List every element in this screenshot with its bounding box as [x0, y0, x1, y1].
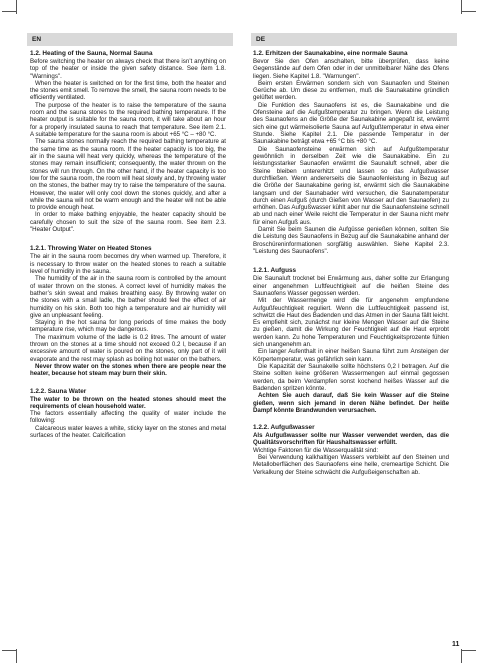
requirement-paragraph: Als Aufgußwasser sollte nur Wasser verwendet werden, das die Qualitätsvorschriften für Haushaltswasser erfüllt.: [253, 432, 449, 447]
paragraph: Mit der Wassermenge wird die für angenehm empfundene Aufgußfeuchtigkeit reguliert. Wenn die Luftfeuchtigkeit passend ist, schwitzt die Haut des Badenden und das Atmen in der Sauna fällt leicht. Es empfiehlt sich, zunächst nur kleine Mengen Wasser auf die Steine zu gießen, damit die Wirkung der Feuchtigkeit auf die Haut erprobt werden kann. Zu hohe Temperaturen und Feuchtigkeitsprozente fühlen sich unangenehm an.: [253, 297, 449, 349]
crop-mark: [462, 11, 476, 12]
paragraph: Die Saunaluft trocknet bei Erwärmung aus, daher sollte zur Erlangung einer angenehmen Luftfeuchtigkeit auf die heißen Steine des Saunaofens Wasser gegossen werden.: [253, 275, 449, 297]
language-header-en: [27, 33, 233, 46]
section-spacer: [30, 233, 226, 245]
paragraph: Beim ersten Erwärmen sondern sich von Saunaofen und Steinen Gerüche ab. Um diese zu entfernen, muß die Saunakabine gründlich gelüftet werden.: [253, 79, 449, 102]
section-spacer: [253, 255, 449, 267]
paragraph: Before switching the heater on always check that there isn’t anything on top of the heater or inside the given safety distance. See item 1.8. "Warnings".: [30, 57, 226, 80]
section-heading: 1.2.2. Aufgußwasser: [253, 424, 315, 432]
crop-mark: [2, 11, 16, 12]
paragraph: Calcareous water leaves a white, sticky layer on the stones and metal surfaces of the heater. Calcification: [30, 424, 226, 440]
paragraph: The humidity of the air in the sauna room is controlled by the amount of water thrown on the stones. A correct level of humidity makes the bather’s skin sweat and makes breathing easy. By throwing water on the stones with a small ladle, the bather should feel the effect of air humidity on his skin. Both too high a temperature and air humidity will give an unpleasant feeling.: [30, 275, 226, 319]
paragraph: Die Funktion des Saunaofens ist es, die Saunakabine und die Ofensteine auf die Aufgußtemperatur zu bringen. Wenn die Leistung des Saunaofens an die Größe der Saunakabine angepaßt ist, erwärmt sich eine gut wärmeisolierte Sauna auf Aufgußtemperatur in etwa einer Stunde. Siehe Kapitel 2.1. Die passende Temperatur in der Saunakabine beträgt etwa +65 °C bis +80 °C.: [253, 101, 449, 146]
paragraph: The sauna stones normally reach the required bathing temperature at the same time as the sauna room. If the heater capacity is too big, the air in the sauna will heat very quickly, whereas the temperature of the stones may remain insufficient; consequently, the water thrown on the stones will run through. On the other hand, if the heater capacity is too low for the sauna room, the room will heat slowly and, by throwing water on the stones, the bather may try to raise the temperature of the sauna. However, the water will only cool down the stones quickly, and after a while the sauna will not be warm enough and the heater will not be able to provide enough heat.: [30, 138, 226, 212]
crop-mark: [16, 649, 17, 663]
section-heading: 1.2.2. Sauna Water: [30, 387, 87, 395]
paragraph: Bei Verwendung kalkhaltigen Wassers verbleibt auf den Steinen und Metalloberflächen des Saunaofens eine helle, cremeartige Schicht. Die Verkalkung der Steine schwächt die Aufgußeigenschaften ab.: [253, 454, 449, 476]
paragraph: Die Saunaofensteine erwärmen sich auf Aufgußtemperatur gewöhnlich in derselben Zeit wie die Saunakabine. Ein zu leistungsstarker Saunaofen erwärmt die Saunaluft schnell, aber die Steine bleiben untererhitzt und lassen so das Aufgußwasser durchfließen. Wenn andererseits die Saunaofenleistung in Bezug auf die Größe der Saunakabine gering ist, erwärmt sich die Saunakabine langsam und der Saunabader wird versuchen, die Saunatemperatur durch einen Aufguß (durch Gießen von Wasser auf den Saunaofen) zu erhöhen. Das Aufgußwasser kühlt aber nur die Saunaofensteine schnell ab und nach einer Weile reicht die Temperatur in der Sauna nicht mehr für einen Aufguß aus.: [253, 145, 449, 226]
language-header-de: [251, 33, 457, 46]
warning-paragraph: Achten Sie auch darauf, daß Sie kein Wasser auf die Steine gießen, wenn sich jemand in deren Nähe befindet. Der heiße Dampf könnte Brandwunden verursachen.: [253, 392, 449, 414]
crop-mark: [462, 650, 476, 651]
german-column: [253, 50, 449, 638]
paragraph: Wichtige Faktoren für die Wasserqualität sind:: [253, 446, 379, 454]
paragraph: In order to make bathing enjoyable, the heater capacity should be carefully chosen to suit the size of the sauna room. See item 2.3. "Heater Output".: [30, 211, 226, 234]
paragraph: The air in the sauna room becomes dry when warmed up. Therefore, it is necessary to throw water on the heated stones to reach a suitable level of humidity in the sauna.: [30, 253, 226, 275]
language-label: EN: [32, 36, 42, 43]
section-heading: 1.2. Heating of the Sauna, Normal Sauna: [30, 50, 153, 57]
page-number: 11: [452, 641, 460, 648]
paragraph: Damit Sie beim Saunen die Aufgüsse genießen können, sollten Sie die Leistung des Saunaofens in Bezug auf die Saunakabine anhand der Broschüreninformationen sorgfältig auswählen. Siehe Kapitel 2.3. "Leistung des Saunaofens".: [253, 226, 449, 256]
warning-paragraph: Never throw water on the stones when there are people near the heater, because hot steam may burn their skin.: [30, 363, 226, 378]
paragraph: When the heater is switched on for the first time, both the heater and the stones emit smell. To remove the smell, the sauna room needs to be efficiently ventilated.: [30, 79, 226, 102]
section-spacer: [253, 414, 449, 424]
paragraph: The purpose of the heater is to raise the temperature of the sauna room and the sauna stones to the required bathing temperature. If the heater output is suitable for the sauna room, it will take about an hour for a properly insulated sauna to reach that temperature. See item 2.1. A suitable temperature for the sauna room is about +65 °C – +80 °C.: [30, 101, 226, 139]
crop-mark: [461, 0, 462, 14]
english-column: [30, 50, 226, 638]
section-spacer: [30, 378, 226, 388]
paragraph: Ein langer Aufenthalt in einer heißen Sauna führt zum Ansteigen der Körpertemperatur, was gefährlich sein kann.: [253, 348, 449, 363]
paragraph: Bevor Sie den Ofen anschalten, bitte überprüfen, dass keine Gegenstände auf dem Ofen oder in der unmittelbarer Nähe des Ofens liegen. Siehe Kapitel 1.8. "Warnungen".: [253, 57, 449, 80]
paragraph: Die Kapazität der Saunakelle sollte höchstens 0,2 l betragen. Auf die Steine sollten keine größeren Wassermengen auf einmal gegossen werden, da beim Verdampfen sonst kochend heißes Wasser auf die Badenden spritzen könnte.: [253, 363, 449, 392]
section-heading: 1.2.1. Throwing Water on Heated Stones: [30, 245, 152, 253]
paragraph: The factors essentially affecting the quality of water include the following:: [30, 410, 226, 425]
crop-mark: [2, 650, 16, 651]
crop-mark: [16, 0, 17, 14]
section-heading: 1.2. Erhitzen der Saunakabine, eine normale Sauna: [253, 50, 408, 57]
paragraph: Staying in the hot sauna for long periods of time makes the body temperature rise, which may be dangerous.: [30, 319, 226, 334]
requirement-paragraph: The water to be thrown on the heated stones should meet the requirements of clean household water.: [30, 395, 226, 410]
crop-mark: [461, 649, 462, 663]
section-heading: 1.2.1. Aufguss: [253, 267, 297, 275]
language-label: DE: [256, 36, 266, 43]
paragraph: The maximum volume of the ladle is 0.2 litres. The amount of water thrown on the stones at a time should not exceed 0.2 l, because if an excessive amount of water is poured on the stones, only part of it will evaporate and the rest may splash as boiling hot water on the bathers.: [30, 333, 226, 363]
